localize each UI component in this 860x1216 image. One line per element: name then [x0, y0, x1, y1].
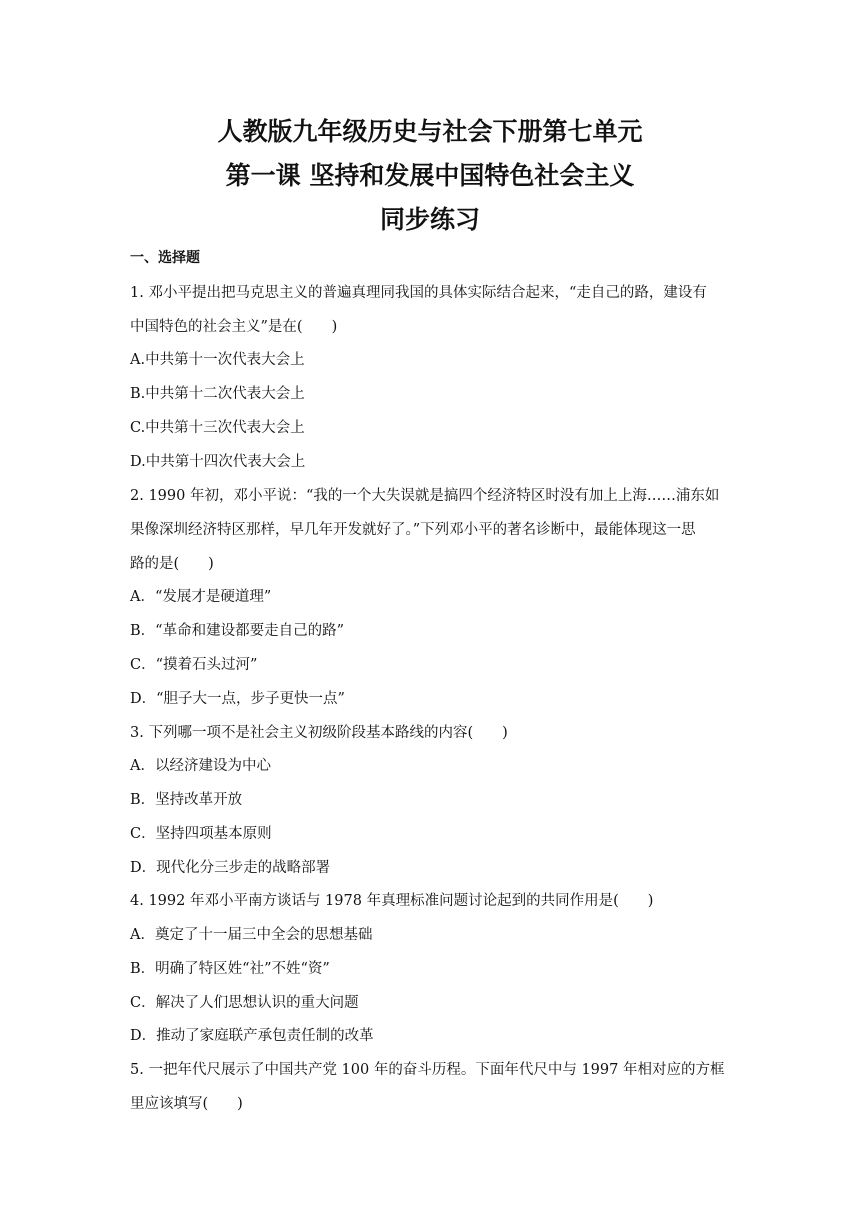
question-2-option-b: B．“革命和建设都要走自己的路”	[130, 623, 344, 639]
question-1-stem-line-1: 1. 邓小平提出把马克思主义的普遍真理同我国的具体实际结合起来，“走自己的路，建设有	[130, 285, 707, 301]
question-3-option-c: C．坚持四项基本原则	[130, 826, 272, 842]
question-2-option-d: D．“胆子大一点，步子更快一点”	[130, 691, 345, 707]
question-2-stem-line-1: 2. 1990 年初，邓小平说：“我的一个大失误就是搞四个经济特区时没有加上上海……浦东如	[130, 488, 720, 504]
question-1-option-d: D.中共第十四次代表大会上	[130, 454, 306, 470]
question-1-option-c: C.中共第十三次代表大会上	[130, 420, 305, 436]
document-title	[0, 110, 860, 242]
question-1-option-b: B.中共第十二次代表大会上	[130, 386, 305, 402]
section-heading: 一、选择题	[130, 250, 200, 266]
question-1-option-a: A.中共第十一次代表大会上	[130, 352, 305, 368]
question-2-option-c: C．“摸着石头过河”	[130, 657, 258, 673]
question-5-stem-line-2: 里应该填写( )	[130, 1096, 243, 1112]
question-4-stem: 4. 1992 年邓小平南方谈话与 1978 年真理标准问题讨论起到的共同作用是( )	[130, 893, 654, 909]
question-3-stem: 3. 下列哪一项不是社会主义初级阶段基本路线的内容( )	[130, 725, 508, 741]
title-line-1: 人教版九年级历史与社会下册第七单元	[217, 117, 643, 146]
question-5-stem-line-1: 5. 一把年代尺展示了中国共产党 100 年的奋斗历程。下面年代尺中与 1997 年相对应的方框	[130, 1062, 725, 1078]
question-4-option-a: A．奠定了十一届三中全会的思想基础	[130, 927, 373, 943]
question-3-option-a: A．以经济建设为中心	[130, 758, 271, 774]
title-line-3: 同步练习	[379, 205, 480, 234]
question-2-stem-line-3: 路的是( )	[130, 556, 214, 572]
title-line-2: 第一课 坚持和发展中国特色社会主义	[225, 161, 635, 190]
question-1-stem-line-2: 中国特色的社会主义”是在( )	[130, 319, 338, 335]
question-4-option-d: D．推动了家庭联产承包责任制的改革	[130, 1028, 374, 1044]
question-4-option-c: C．解决了人们思想认识的重大问题	[130, 995, 359, 1011]
question-4-option-b: B．明确了特区姓“社”不姓“资”	[130, 961, 330, 977]
question-2-stem-line-2: 果像深圳经济特区那样，早几年开发就好了。”下列邓小平的著名诊断中，最能体现这一思	[130, 522, 696, 538]
question-2-option-a: A．“发展才是硬道理”	[130, 589, 272, 605]
question-3-option-b: B．坚持改革开放	[130, 792, 243, 808]
question-3-option-d: D．现代化分三步走的战略部署	[130, 860, 331, 876]
